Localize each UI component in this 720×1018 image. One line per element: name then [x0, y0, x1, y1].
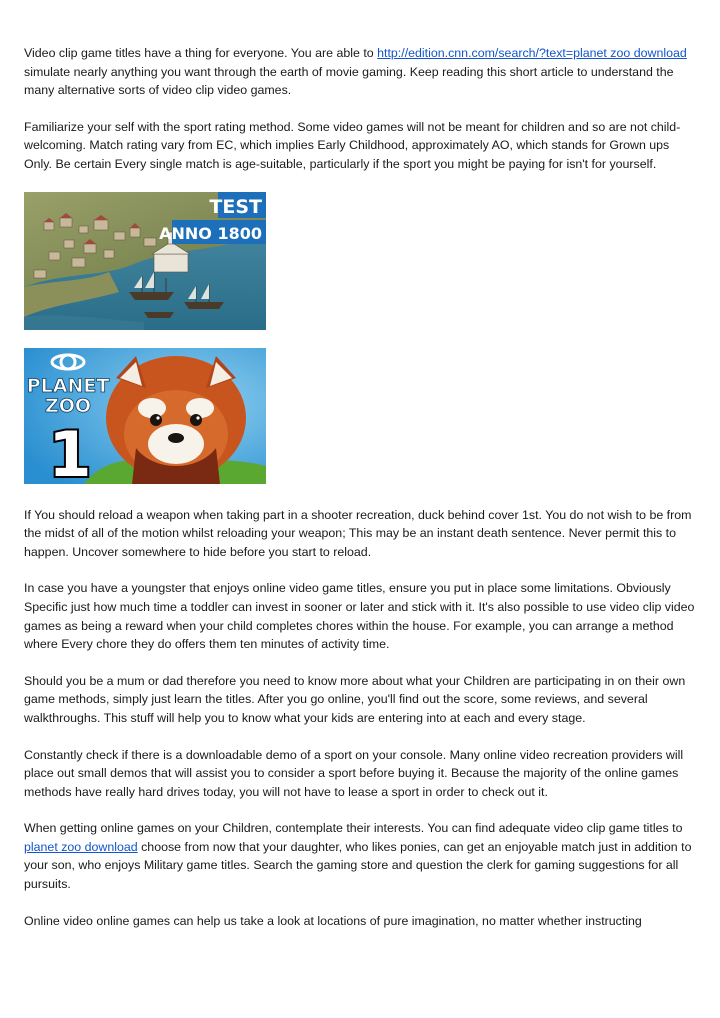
intro-text-before: Video clip game titles have a thing for everyone. You are able to	[24, 46, 378, 60]
paragraph-demo: Constantly check if there is a downloadable demo of a sport on your console. Many online video recreation providers will place out small demos that will assist you to consider a sport before buying it. Because the majority of the online games methods have really hard drives today, you will not have to lease a sport in order to check out it.	[24, 747, 684, 799]
paragraph-intro	[24, 44, 698, 100]
cnn-search-link[interactable]: http://edition.cnn.com/search/?text=planet zoo download	[377, 46, 687, 60]
paragraph-limits: In case you have a youngster that enjoys online video game titles, ensure you put in place some limitations. Obviously Specific just how much time a toddler can invest in sooner or later and stick with it. It's also possible to use video clip video games as being a reward when your child completes chores within the house. For example, you can arrange a method where Every chore they do offers them ten minutes of activity time.	[24, 581, 695, 652]
paragraph-interests	[24, 819, 698, 893]
paragraph-rating: Familiarize your self with the sport rating method. Some video games will not be meant for children and so are not child-welcoming. Match rating vary from EC, which implies Early Childhood, approximately AO, which stands for Grown ups Only. Be certain Every single match is age-suitable, particularly if the sport you might be paying for isn't for yourself.	[24, 119, 681, 171]
interests-text-after: choose from now that your daughter, who likes ponies, can get an enjoyable match just in addition to your son, who enjoys Military game titles. Search the gaming store and question the clerk for gaming suggestions for all pursuits.	[24, 839, 692, 892]
planet-zoo-download-link[interactable]: planet zoo download	[24, 839, 138, 854]
zoo-logo-line2: ZOO	[44, 394, 92, 417]
planet-zoo-image	[24, 348, 266, 484]
intro-text-after: simulate nearly anything you want through the earth of movie gaming. Keep reading this short article to understand the many alternative sorts of video clip video games.	[24, 64, 674, 98]
planet-zoo-scene	[24, 348, 266, 484]
zoo-logo-line1: PLANET	[26, 374, 110, 397]
document-body	[24, 44, 698, 948]
paragraph-parents: Should you be a mum or dad therefore you need to know more about what your Children are participating in on their own game methods, simply just learn the titles. After you go online, you'll find out the score, some reviews, and several walkthroughs. This stuff will help you to know what your kids are entering into at each and every stage.	[24, 673, 686, 725]
anno-badge-bottom: ANNO 1800	[159, 223, 262, 243]
anno-badge-top: TEST	[209, 195, 262, 218]
anno-1800-image	[24, 192, 266, 330]
zoo-episode-number: 1	[48, 417, 92, 484]
anno-1800-scene	[24, 192, 266, 330]
paragraph-imagination: Online video online games can help us take a look at locations of pure imagination, no matter whether instructing	[24, 913, 642, 928]
paragraph-reload: If You should reload a weapon when taking part in a shooter recreation, duck behind cover 1st. You do not wish to be from the midst of all of the motion whilst reloading your weapon; This may be an instant death sentence. Never permit this to happen. Uncover somewhere to hide before you start to reload.	[24, 507, 692, 559]
interests-text-before: When getting online games on your Children, contemplate their interests. You can find adequate video clip game titles to	[24, 821, 683, 836]
